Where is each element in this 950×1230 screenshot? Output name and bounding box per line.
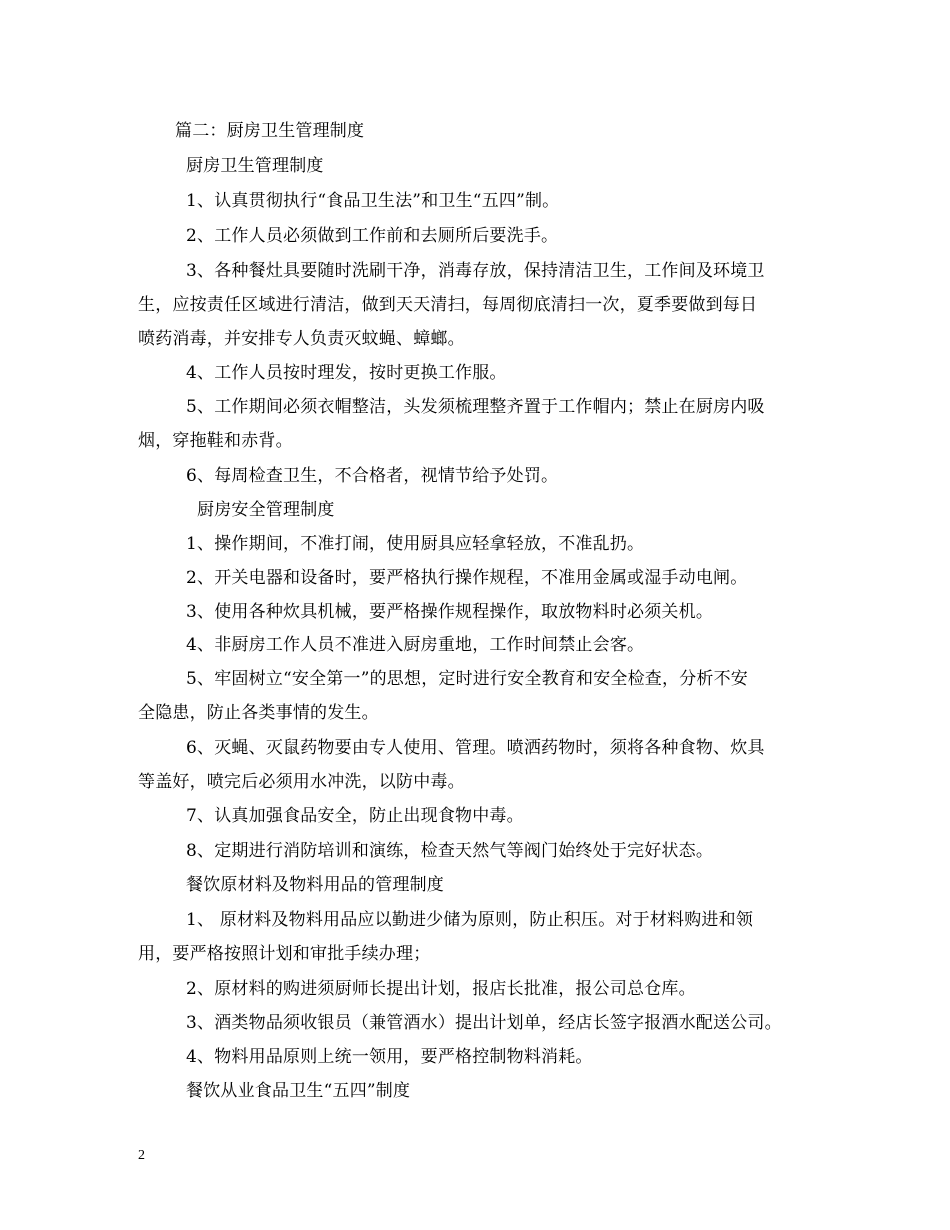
paragraph-line: 烟，穿拖鞋和赤背。 bbox=[138, 431, 293, 451]
subsection-title: 餐饮原材料及物料用品的管理制度 bbox=[186, 875, 444, 895]
paragraph-line: 3、使用各种炊具机械，要严格操作规程操作，取放物料时必须关机。 bbox=[186, 602, 714, 622]
paragraph-line: 4、非厨房工作人员不准进入厨房重地，工作时间禁止会客。 bbox=[186, 635, 645, 655]
paragraph-line: 4、物料用品原则上统一领用，要严格控制物料消耗。 bbox=[186, 1047, 593, 1067]
paragraph-line: 全隐患，防止各类事情的发生。 bbox=[138, 703, 379, 723]
paragraph-line: 等盖好，喷完后必须用水冲洗，以防中毒。 bbox=[138, 772, 465, 792]
paragraph-line: 2、工作人员必须做到工作前和去厕所后要洗手。 bbox=[186, 226, 559, 246]
paragraph-line: 生，应按责任区域进行清洁，做到天天清扫，每周彻底清扫一次，夏季要做到每日 bbox=[138, 295, 758, 315]
paragraph-line: 1、操作期间，不准打闹，使用厨具应轻拿轻放，不准乱扔。 bbox=[186, 534, 645, 554]
subsection-title: 厨房安全管理制度 bbox=[197, 500, 335, 520]
paragraph-line: 喷药消毒，并安排专人负责灭蚊蝇、蟑螂。 bbox=[138, 329, 465, 349]
paragraph-line: 2、原材料的购进须厨师长提出计划，报店长批准，报公司总仓库。 bbox=[186, 979, 696, 999]
paragraph-line: 6、每周检查卫生，不合格者，视情节给予处罚。 bbox=[186, 466, 559, 486]
subsection-title: 餐饮从业食品卫生“五四”制度 bbox=[186, 1081, 411, 1101]
paragraph-line: 2、开关电器和设备时，要严格执行操作规程，不准用金属或湿手动电闸。 bbox=[186, 568, 748, 588]
paragraph-line: 4、工作人员按时理发，按时更换工作服。 bbox=[186, 363, 507, 383]
page-number: 2 bbox=[138, 1148, 145, 1163]
paragraph-line: 7、认真加强食品安全，防止出现食物中毒。 bbox=[186, 806, 524, 826]
subsection-title: 厨房卫生管理制度 bbox=[186, 156, 324, 176]
paragraph-line: 8、定期进行消防培训和演练，检查天然气等阀门始终处于完好状态。 bbox=[186, 841, 714, 861]
paragraph-line: 6、灭蝇、灭鼠药物要由专人使用、管理。喷洒药物时，须将各种食物、炊具 bbox=[186, 738, 765, 758]
paragraph-line: 5、工作期间必须衣帽整洁，头发须梳理整齐置于工作帽内；禁止在厨房内吸 bbox=[186, 397, 765, 417]
paragraph-line: 用，要严格按照计划和审批手续办理； bbox=[138, 944, 431, 964]
paragraph-line: 1、 原材料及物料用品应以勤进少储为原则，防止积压。对于材料购进和领 bbox=[186, 910, 754, 930]
paragraph-line: 3、酒类物品须收银员（兼管酒水）提出计划单，经店长签字报酒水配送公司。 bbox=[186, 1013, 782, 1033]
paragraph-line: 3、各种餐灶具要随时洗刷干净，消毒存放，保持清洁卫生，工作间及环境卫 bbox=[186, 261, 765, 281]
paragraph-line: 5、牢固树立“安全第一”的思想，定时进行安全教育和安全检查，分析不安 bbox=[186, 669, 748, 689]
section-heading: 篇二：厨房卫生管理制度 bbox=[175, 121, 365, 141]
paragraph-line: 1、认真贯彻执行“食品卫生法”和卫生“五四”制。 bbox=[186, 191, 560, 211]
